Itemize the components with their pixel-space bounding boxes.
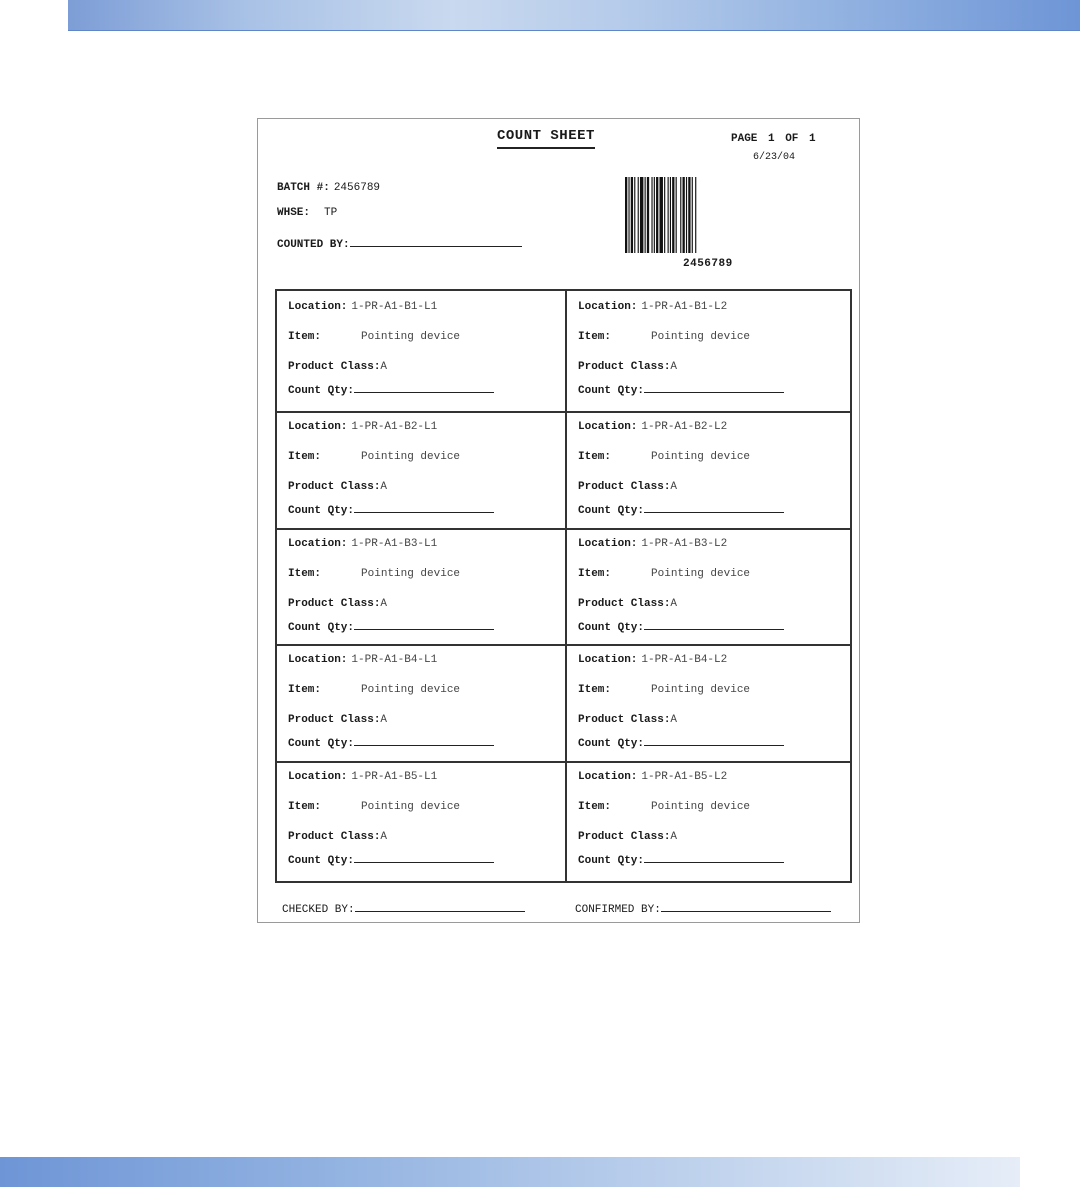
barcode-bar: [640, 177, 643, 253]
barcode-bar: [656, 177, 658, 253]
location-value: 1-PR-A1-B3-L1: [351, 538, 438, 550]
checked-by-line[interactable]: [355, 901, 525, 912]
count-qty-label: Count Qty:: [288, 385, 355, 397]
barcode-image: [625, 177, 736, 253]
barcode-bar: [672, 177, 674, 253]
location-cell: [567, 291, 853, 411]
count-qty-label: Count Qty:: [288, 738, 355, 750]
count-qty-input-line[interactable]: [354, 852, 494, 863]
location-value: 1-PR-A1-B5-L1: [351, 771, 438, 783]
footer-band: [0, 1157, 1020, 1187]
barcode-bar: [670, 177, 671, 253]
item-row: [578, 801, 750, 813]
confirmed-by-line[interactable]: [661, 901, 831, 912]
location-label: Location:: [578, 301, 638, 313]
item-label: Item:: [578, 801, 612, 813]
count-qty-label: Count Qty:: [288, 505, 355, 517]
item-row: [288, 801, 460, 813]
item-row: [578, 451, 750, 463]
count-qty-row: [288, 852, 494, 867]
product-class-row: [578, 361, 677, 373]
location-value: 1-PR-A1-B3-L2: [641, 538, 728, 550]
location-value: 1-PR-A1-B5-L2: [641, 771, 728, 783]
count-qty-row: [288, 502, 494, 517]
product-class-row: [288, 598, 387, 610]
item-row: [288, 568, 460, 580]
barcode-bar: [645, 177, 646, 253]
item-label: Item:: [578, 331, 612, 343]
item-row: [578, 684, 750, 696]
location-value: 1-PR-A1-B4-L1: [351, 654, 438, 666]
count-qty-input-line[interactable]: [644, 852, 784, 863]
item-value: Pointing device: [361, 331, 461, 343]
count-qty-row: [578, 382, 784, 397]
batch-value: 2456789: [333, 182, 381, 194]
item-label: Item:: [578, 684, 612, 696]
product-class-row: [578, 831, 677, 843]
count-qty-input-line[interactable]: [644, 735, 784, 746]
location-row: [578, 301, 727, 313]
location-row: [288, 538, 437, 550]
item-label: Item:: [578, 568, 612, 580]
barcode-bar: [628, 177, 629, 253]
product-class-value: A: [670, 361, 678, 373]
location-row: [578, 538, 727, 550]
item-value: Pointing device: [651, 568, 751, 580]
batch-label: BATCH #:: [277, 182, 330, 194]
location-cell: [567, 528, 853, 644]
location-label: Location:: [288, 421, 348, 433]
product-class-row: [288, 481, 387, 493]
product-class-label: Product Class:: [578, 598, 671, 610]
count-qty-input-line[interactable]: [354, 382, 494, 393]
item-value: Pointing device: [651, 801, 751, 813]
product-class-value: A: [380, 361, 388, 373]
barcode-bar: [664, 177, 665, 253]
batch-field: [277, 182, 380, 194]
checked-by-field: [282, 901, 525, 916]
count-sheet-document: [257, 118, 860, 923]
count-qty-input-line[interactable]: [354, 619, 494, 630]
barcode-bar: [638, 177, 639, 253]
item-value: Pointing device: [651, 331, 751, 343]
barcode-bar: [688, 177, 690, 253]
location-label: Location:: [578, 771, 638, 783]
item-label: Item:: [288, 801, 322, 813]
whse-label: WHSE:: [277, 207, 311, 219]
location-row: [288, 771, 437, 783]
location-value: 1-PR-A1-B1-L1: [351, 301, 438, 313]
item-row: [288, 331, 460, 343]
location-value: 1-PR-A1-B2-L1: [351, 421, 438, 433]
item-row: [578, 331, 750, 343]
location-row: [288, 654, 437, 666]
barcode-bar: [692, 177, 693, 253]
location-cell: [567, 761, 853, 883]
barcode-number: 2456789: [683, 258, 733, 270]
item-value: Pointing device: [361, 801, 461, 813]
location-cell: [567, 644, 853, 761]
location-row: [288, 421, 437, 433]
counted-by-field: [277, 236, 522, 251]
item-row: [288, 451, 460, 463]
sheet-title: COUNT SHEET: [497, 128, 595, 149]
location-label: Location:: [288, 771, 348, 783]
barcode-bar: [683, 177, 685, 253]
location-cell: [277, 411, 563, 528]
location-label: Location:: [578, 421, 638, 433]
location-row: [578, 771, 727, 783]
product-class-label: Product Class:: [578, 831, 671, 843]
count-qty-row: [578, 735, 784, 750]
location-row: [288, 301, 437, 313]
count-qty-row: [578, 502, 784, 517]
item-label: Item:: [578, 451, 612, 463]
location-cell: [277, 761, 563, 883]
location-cell: [277, 644, 563, 761]
product-class-row: [288, 714, 387, 726]
item-label: Item:: [288, 331, 322, 343]
barcode-bar: [680, 177, 681, 253]
count-qty-input-line[interactable]: [644, 502, 784, 513]
product-class-row: [288, 831, 387, 843]
barcode-bar: [676, 177, 677, 253]
product-class-label: Product Class:: [288, 714, 381, 726]
count-qty-input-line[interactable]: [354, 502, 494, 513]
location-row: [578, 421, 727, 433]
item-label: Item:: [288, 568, 322, 580]
location-label: Location:: [578, 538, 638, 550]
confirmed-by-field: [575, 901, 831, 916]
product-class-label: Product Class:: [578, 481, 671, 493]
product-class-label: Product Class:: [288, 361, 381, 373]
barcode-bar: [660, 177, 663, 253]
count-qty-label: Count Qty:: [578, 855, 645, 867]
item-value: Pointing device: [651, 684, 751, 696]
confirmed-by-label: CONFIRMED BY:: [575, 904, 661, 916]
checked-by-label: CHECKED BY:: [282, 904, 355, 916]
barcode-bar: [668, 177, 669, 253]
location-label: Location:: [288, 538, 348, 550]
item-value: Pointing device: [651, 451, 751, 463]
product-class-label: Product Class:: [288, 481, 381, 493]
product-class-row: [578, 598, 677, 610]
count-qty-label: Count Qty:: [578, 385, 645, 397]
count-qty-label: Count Qty:: [578, 622, 645, 634]
product-class-value: A: [670, 831, 678, 843]
product-class-label: Product Class:: [578, 361, 671, 373]
count-qty-label: Count Qty:: [288, 855, 355, 867]
location-cell: [277, 291, 563, 411]
product-class-label: Product Class:: [578, 714, 671, 726]
product-class-row: [288, 361, 387, 373]
product-class-label: Product Class:: [288, 831, 381, 843]
count-qty-row: [288, 382, 494, 397]
product-class-row: [578, 714, 677, 726]
counted-by-line[interactable]: [350, 236, 522, 247]
count-qty-input-line[interactable]: [644, 382, 784, 393]
count-qty-label: Count Qty:: [578, 738, 645, 750]
location-value: 1-PR-A1-B2-L2: [641, 421, 728, 433]
item-value: Pointing device: [361, 684, 461, 696]
item-label: Item:: [288, 451, 322, 463]
sheet-date: 6/23/04: [753, 152, 796, 163]
location-value: 1-PR-A1-B4-L2: [641, 654, 728, 666]
location-cell: [567, 411, 853, 528]
count-qty-input-line[interactable]: [354, 735, 494, 746]
product-class-row: [578, 481, 677, 493]
counted-by-label: COUNTED BY:: [277, 239, 350, 251]
count-qty-label: Count Qty:: [578, 505, 645, 517]
barcode-bar: [634, 177, 635, 253]
location-row: [578, 654, 727, 666]
product-class-value: A: [380, 831, 388, 843]
count-qty-input-line[interactable]: [644, 619, 784, 630]
item-row: [288, 684, 460, 696]
page-indicator: PAGE 1 OF 1: [731, 133, 816, 145]
product-class-value: A: [380, 598, 388, 610]
location-grid: [275, 289, 852, 883]
location-label: Location:: [288, 654, 348, 666]
item-label: Item:: [288, 684, 322, 696]
count-qty-row: [288, 735, 494, 750]
product-class-value: A: [670, 598, 678, 610]
location-label: Location:: [578, 654, 638, 666]
whse-value: TP: [324, 207, 338, 219]
barcode-bar: [625, 177, 627, 253]
barcode-bar: [695, 177, 696, 253]
barcode-bar: [647, 177, 649, 253]
barcode-bar: [654, 177, 655, 253]
item-value: Pointing device: [361, 568, 461, 580]
location-label: Location:: [288, 301, 348, 313]
count-qty-row: [578, 852, 784, 867]
product-class-value: A: [380, 481, 388, 493]
barcode-bar: [651, 177, 652, 253]
item-value: Pointing device: [361, 451, 461, 463]
count-qty-row: [578, 619, 784, 634]
product-class-value: A: [670, 481, 678, 493]
whse-field: [277, 207, 337, 219]
location-value: 1-PR-A1-B1-L2: [641, 301, 728, 313]
product-class-value: A: [670, 714, 678, 726]
product-class-label: Product Class:: [288, 598, 381, 610]
item-row: [578, 568, 750, 580]
barcode-bar: [686, 177, 687, 253]
location-cell: [277, 528, 563, 644]
barcode-bar: [631, 177, 633, 253]
count-qty-row: [288, 619, 494, 634]
count-qty-label: Count Qty:: [288, 622, 355, 634]
product-class-value: A: [380, 714, 388, 726]
header-band: [68, 0, 1080, 31]
